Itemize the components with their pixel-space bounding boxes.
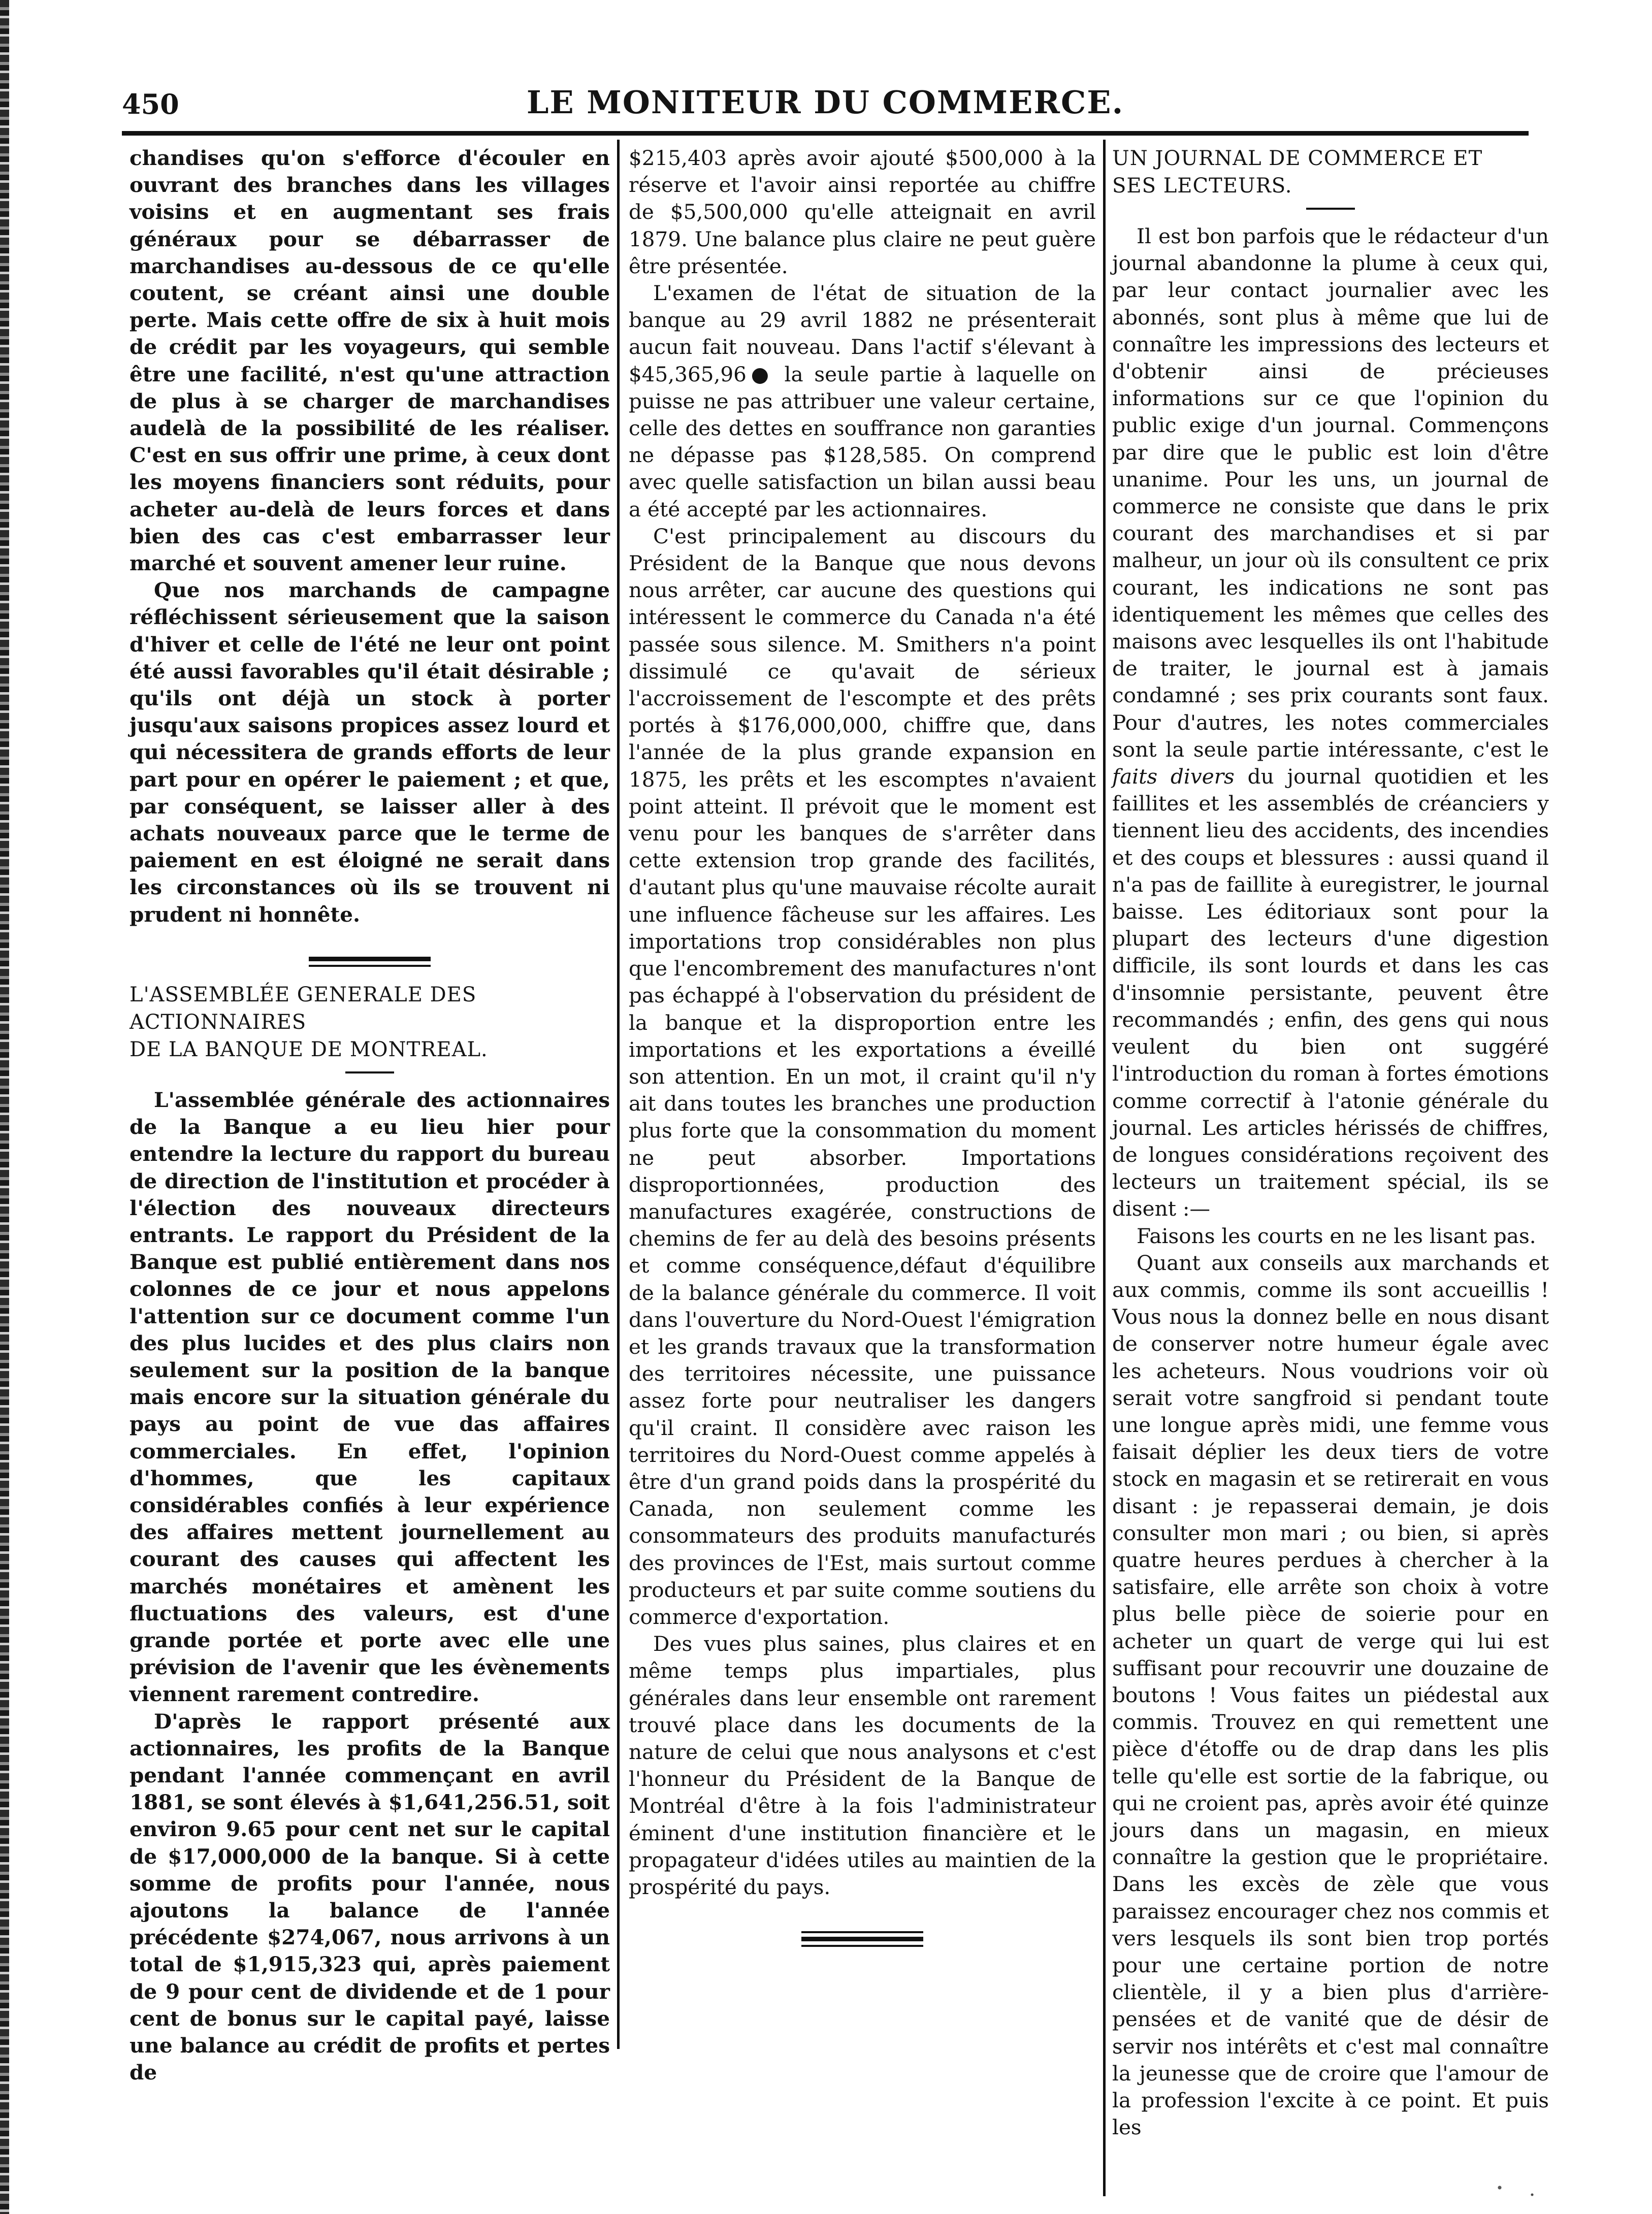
article-paragraph: Quant aux conseils aux marchands et aux commis, comme ils sont accueillis ! Vous nous la donnez belle en nous disant de conserver notre humeur égale avec les acheteurs. Nous voudrions voir où serait votre sangfroid si pendant toute une longue après midi, une femme vous faisait déplier les deux tiers de votre stock en magasin et se retirerait en vous disant : je repasserai demain, je dois consulter mon mari ; ou bien, si après quatre heures perdues à chercher à la satisfaire, elle arrête son choix à votre plus belle pièce de soierie pour en acheter un quart de verge qui lui est suffisant pour recouvrir une douzaine de boutons ! Vous faites un piédestal aux commis. Trouvez en qui remettent une pièce d'étoffe ou de drap dans les plis telle qu'elle est sortie de la fabrique, ou qui ne croient pas, après avoir été quinze jours dans un magasin, en mieux connaître la gestion que le propriétaire. Dans les excès de zèle que vous paraissez encourager chez nos commis et vers lesquels ils sont bien trop portés pour une certaine portion de notre clientèle, il y a bien plus d'arrière-pensées et de vanité que de désir de servir nos intérêts et c'est mal connaître la jeunesse que de croire que l'amour de la profession l'excite à ce point. Et puis les	[1112, 1250, 1549, 2140]
article-headline: SES LECTEURS.	[1112, 174, 1292, 198]
headline-rule	[1306, 208, 1355, 210]
article-paragraph: D'après le rapport présenté aux actionnaires, les profits de la Banque pendant l'année commençant en avril 1881, se sont élevés à $1,641,256.51, soit environ 9.65 pour cent net sur le capital de $17,000,000 de la banque. Si à cette somme de profits pour l'année, nous ajoutons la balance de l'année précédente $274,067, nous arrivons à un total de $1,915,323 qui, après paiement de 9 pour cent de dividende et de 1 pour cent de bonus sur le capital payé, laisse une balance au crédit de profits et pertes de	[129, 1709, 610, 2085]
page-edge-scan-artifact	[0, 0, 9, 2214]
column-1	[129, 145, 610, 2086]
article-text-italic: faits divers	[1112, 764, 1235, 789]
article-paragraph: Que nos marchands de campagne réfléchissent sérieusement que la saison d'hiver et celle de l'été ne leur ont point été aussi favorables qu'il était désirable ; qu'ils ont déjà un stock à porter jusqu'aux saisons propices assez lourd et qui nécessitera de grands efforts de leur part pour en opérer le paiement ; et que, par conséquent, se laisser aller à des achats nouveaux parce que le terme de paiement en est éloigné ne serait dans les circonstances où ils se trouvent ni prudent ni honnête.	[129, 578, 610, 927]
column-divider-left	[617, 140, 620, 2049]
article-text: du journal quotidien et les faillites et les assemblés de créanciers y tiennent lieu des accidents, des incendies et des coups et blessures : aussi quand il n'a pas de faillite à euregistrer, le journal baisse. Les éditoriaux sont pour la plupart des lecteurs d'une digestion difficile, ils sont lourds et dans les cas d'insomnie persistante, peuvent être recommandés ; enfin, des gens qui nous veulent du bien ont suggéré l'introduction du roman à fortes émotions comme correctif à l'atonie générale du journal. Les articles hérissés de chiffres, de longues considérations reçoivent des lecteurs un traitement spécial, ils se disent :—	[1112, 764, 1549, 1221]
article-paragraph: C'est principalement au discours du Président de la Banque que nous devons nous arrêter, car aucune des questions qui intéressent le commerce du Canada n'a été passée sous silence. M. Smithers n'a point dissimulé ce qu'avait de sérieux l'accroissement de l'escompte et des prêts portés à $176,000,000, chiffre que, dans l'année de la plus grande expansion en 1875, les prêts et les escomptes n'avaient point atteint. Il prévoit que le moment est venu pour les banques de s'arrêter dans cette extension trop grande des facilités, d'autant plus qu'une mauvaise récolte aurait une influence fâcheuse sur les affaires. Les importations trop considérables non plus que l'encombrement des manufactures n'ont pas échappé à l'observation du président de la banque et la disproportion entre les importations et les exportations a éveillé son attention. En un mot, il craint qu'il n'y ait dans toutes les branches une production plus forte que la consommation du moment ne peut absorber. Importations disproportionnées, production des manufactures exagérée, constructions de chemins de fer au delà des besoins présents et comme conséquence,défaut d'équilibre de la balance générale du commerce. Il voit dans l'ouverture du Nord-Ouest l'émigration et les grands travaux que la transformation des territoires nécessite, une puissance assez forte pour neutraliser les dangers qu'il craint. Il considère avec raison les territoires du Nord-Ouest comme appelés à être d'un grand poids dans la prospérité du Canada, non seulement comme les consommateurs des produits manufacturés des provinces de l'Est, mais surtout comme producteurs et par suite comme soutiens du commerce d'exportation.	[629, 524, 1096, 1629]
page-header	[122, 79, 1529, 124]
headline-rule	[345, 1071, 394, 1073]
header-rule	[122, 131, 1529, 136]
article-paragraph: chandises qu'on s'efforce d'écouler en ouvrant des branches dans les villages voisins et en augmentant ses frais généraux pour se débarrasser de marchandises au-dessous de ce qu'elle coutent, se créant ainsi une double perte. Mais cette offre de six à huit mois de crédit par les voyageurs, qui semble être une facilité, n'est qu'une attraction de plus à se charger de marchandises audelà de la possibilité de les réaliser. C'est en sus offrir une prime, à ceux dont les moyens financiers sont réduits, pour acheter au-delà de leurs forces et dans bien des cas c'est embarrasser leur marché et souvent amener leur ruine.	[129, 146, 610, 576]
article-headline: ACTIONNAIRES	[129, 1010, 307, 1034]
article-paragraph	[1112, 223, 1549, 1223]
printer-ink-smudge	[1475, 2173, 1557, 2209]
article-paragraph: L'assemblée générale des actionnaires de la Banque a eu lieu hier pour entendre la lecture du rapport du bureau de direction de l'institution et procéder à l'élection des nouveaux directeurs entrants. Le rapport du Président de la Banque est publié entièrement dans nos colonnes de ce jour et nous appelons l'attention sur ce document comme l'un des plus lucides et des plus clairs non seulement sur la position de la banque mais encore sur la situation générale du pays au point de vue das affaires commerciales. En effet, l'opinion d'hommes, que les capitaux considérables confiés à leur expérience des affaires mettent journellement au courant des causes qui affectent les marchés monétaires et amènent les fluctuations des valeurs, est d'une grande portée et porte avec elle une prévision de l'avenir que les évènements viennent rarement contredire.	[129, 1087, 610, 1707]
article-headline: UN JOURNAL DE COMMERCE ET	[1112, 147, 1483, 170]
article-paragraph: $215,403 après avoir ajouté $500,000 à la réserve et l'avoir ainsi reportée au chiffre de $5,500,000 qu'elle atteignait en avril 1879. Une balance plus claire ne peut guère être présentée.	[629, 146, 1096, 278]
section-separator	[801, 1931, 923, 1947]
masthead-title: LE MONITEUR DU COMMERCE.	[526, 84, 1124, 121]
article-text: Il est bon parfois que le rédacteur d'un journal abandonne la plume à ceux qui, par leur contact journalier avec les abonnés, sont plus à même que lui de connaître les impressions des lecteurs et d'obtenir ainsi de précieuses informations sur ce que l'opinion du public exige d'un journal. Commençons par dire que le public est loin d'être unanime. Pour les uns, un journal de commerce ne consiste que dans le prix courant des marchandises et si par malheur, un jour où ils consultent ce prix courant, les indications ne sont pas identiquement les mêmes que celles des maisons avec lesquelles ils ont l'habitude de traiter, le journal est à jamais condamné ; ses prix courants sont faux. Pour d'autres, les notes commerciales sont la seule partie intéressante, c'est le	[1112, 224, 1549, 762]
article-paragraph: L'examen de l'état de situation de la banque au 29 avril 1882 ne présenterait aucun fait nouveau. Dans l'actif s'élevant à $45,365,96● la seule partie à laquelle on puisse ne pas attribuer une valeur certaine, celle des dettes en souffrance non garanties ne dépasse pas $128,585. On comprend avec quelle satisfaction un bilan aussi beau a été accepté par les actionnaires.	[629, 281, 1096, 522]
article-headline: L'ASSEMBLÉE GENERALE DES	[129, 983, 477, 1006]
column-divider-right	[1103, 140, 1106, 2196]
article-headline: DE LA BANQUE DE MONTREAL.	[129, 1037, 488, 1061]
page-number: 450	[122, 88, 179, 120]
article-paragraph: Des vues plus saines, plus claires et en même temps plus impartiales, plus générales dans leur ensemble ont rarement trouvé place dans les documents de la nature de celui que nous analysons et c'est l'honneur du Président de la Banque de Montréal d'être à la fois l'administrateur éminent d'une institution financière et le propagateur d'idées utiles au maintien de la prospérité du pays.	[629, 1632, 1096, 1899]
article-paragraph: Faisons les courts en ne les lisant pas.	[1137, 1223, 1536, 1248]
column-2	[629, 145, 1096, 1961]
section-separator	[309, 957, 431, 967]
column-3	[1112, 145, 1549, 2141]
